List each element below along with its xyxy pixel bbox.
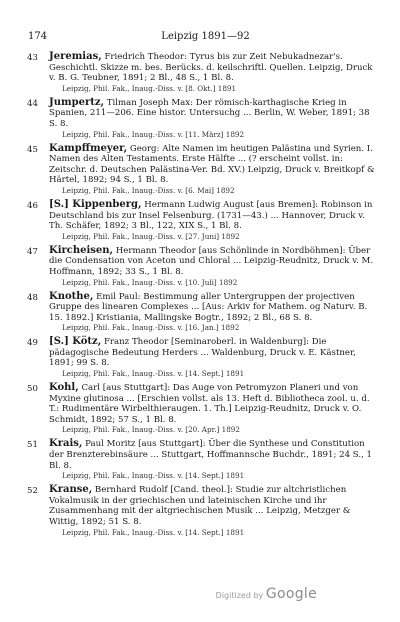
entry-text [49, 52, 379, 84]
entry-number: 43 [27, 53, 38, 63]
entry-text [49, 439, 379, 471]
dissertation-note: Leipzig, Phil. Fak., Inaug.-Diss. v. [14. Sept.] 1891 [62, 471, 245, 481]
entry-description: Friedrich Theodor: Tyrus bis zur Zeit Nebukadnezar's. Geschichtl. Skizze m. bes. Berücks. d. keilschriftl. Quellen. Leipzig, Druck v. B. G. Teubner, 1891; 2 Bl., 48 S., 1 Bl. 8. [49, 52, 373, 84]
author-name: Kranse, [49, 484, 93, 496]
running-title: Leipzig 1891—92 [161, 31, 250, 42]
entry-text [49, 337, 379, 369]
author-name: Kampffmeyer, [49, 142, 128, 154]
page-header [28, 31, 383, 45]
author-name: Jeremias, [49, 51, 102, 62]
author-name: Kohl, [49, 382, 79, 394]
author-name: Krais, [49, 438, 83, 450]
entry-description: Franz Theodor [Seminaroberl. in Waldenburg]: Die pädagogische Bedeutung Herders ... Waldenburg, Druck v. E. Kästner, 1891; 99 S. 8. [49, 337, 356, 369]
author-name: Kircheisen, [49, 244, 114, 256]
entry-list [0, 52, 400, 542]
entry-description: Hermann Ludwig August [aus Bremen]: Robinson in Deutschland bis zur Insel Felsenburg. (1731—43.) ... Hannover, Druck v. Th. Schäfer, 1892; 3 Bl., 122, XIX S., 1 Bl. 8. [49, 199, 373, 232]
entry-text [49, 144, 379, 186]
bibliography-entry [0, 52, 400, 94]
entry-text [49, 246, 379, 278]
dissertation-note: Leipzig, Phil. Fak., Inaug.-Diss. v. [10. Juli] 1892 [62, 277, 238, 287]
entry-number: 44 [27, 98, 38, 109]
entry-text [49, 383, 379, 425]
entry-number: 52 [27, 486, 38, 497]
entry-description: Georg: Alte Namen im heutigen Palästina und Syrien. I. Namen des Alten Testaments. Erste Hälfte ... (? erscheint vollst. in: Zeitschr. d. Deutschen Palästina-Ver. Bd. XV.) Leipzig, Druck v. Breitkopf & Härtel, 1892; 94 S., 1 Bl. 8. [49, 143, 375, 186]
dissertation-note: Leipzig, Phil. Fak., Inaug.-Diss. v. [14. Sept.] 1891 [62, 369, 245, 379]
entry-text [49, 98, 379, 130]
dissertation-note: Leipzig, Phil. Fak., Inaug.-Diss. v. [14. Sept.] 1891 [62, 527, 245, 537]
entry-description: Paul Moritz [aus Stuttgart]: Über die Synthese und Constitution der Brenzterebinsäure ... Stuttgart, Hoffmannsche Buchdr., 1891; 24 S., 1 Bl. 8. [49, 439, 373, 471]
entry-number: 45 [27, 144, 38, 155]
bibliography-entry [0, 98, 400, 140]
entry-number: 47 [27, 246, 38, 257]
bibliography-entry [0, 292, 400, 334]
entry-description: Tilman Joseph Max: Der römisch-karthagische Krieg in Spanien, 211—206. Eine histor. Untersuchg ... Berlin, W. Weber, 1891; 38 S. 8. [49, 97, 370, 129]
author-name: [S.] Kippenberg, [49, 198, 142, 210]
dissertation-note: Leipzig, Phil. Fak., Inaug.-Diss. v. [8. Okt.] 1891 [62, 83, 237, 93]
watermark-prefix: Digitized by [215, 591, 264, 600]
bibliography-entry [0, 246, 400, 288]
dissertation-note: Leipzig, Phil. Fak., Inaug.-Diss. v. [20. Apr.] 1892 [62, 425, 240, 435]
google-logo: Google [265, 586, 317, 602]
dissertation-note: Leipzig, Phil. Fak., Inaug.-Diss. v. [16. Jan.] 1892 [62, 323, 240, 333]
author-name: Jumpertz, [49, 96, 104, 108]
entry-description: Bernhard Rudolf [Cand. theol.]: Studie zur altchristlichen Vokalmusik in der griechischen und lateinischen Kirche und ihr Zusammenhang mit der altgriechischen Musik ... Leipzig, Metzger & Wittig, 1892; 51 S. 8. [49, 485, 351, 527]
entry-number: 50 [27, 384, 38, 395]
entry-text [49, 485, 379, 527]
entry-description: Hermann Theodor [aus Schönlinde in Nordböhmen]: Über die Condensation von Aceton und Chloral ... Leipzig-Reudnitz, Druck v. M. Hoffmann, 1892; 33 S., 1 Bl. 8. [49, 245, 374, 277]
digitized-watermark [216, 586, 317, 602]
bibliography-entry [0, 383, 400, 435]
entry-number: 48 [27, 292, 38, 303]
entry-text [49, 292, 379, 324]
entry-number: 49 [27, 338, 38, 349]
bibliography-entry [0, 439, 400, 481]
author-name: Knothe, [49, 290, 94, 302]
dissertation-note: Leipzig, Phil. Fak., Inaug.-Diss. v. [11. März] 1892 [62, 129, 245, 139]
entry-number: 46 [27, 200, 38, 211]
bibliography-entry [0, 200, 400, 242]
entry-description: Carl [aus Stuttgart]: Das Auge von Petromyzon Planeri und von Myxine glutinosa ... [Erschien vollst. als 13. Heft d. Bibliotheca zool. u. d. T.: Rudimentäre Wirbelthieraugen. 1. Th.] Leipzig-Reudnitz, Druck v. O. Schmidt, 1892; 57 S., 1 Bl. 8. [49, 383, 370, 425]
author-name: [S.] Kötz, [49, 336, 102, 348]
page-number: 174 [28, 31, 48, 42]
entry-text [49, 200, 379, 232]
entry-number: 51 [27, 440, 38, 451]
bibliography-entry [0, 144, 400, 196]
dissertation-note: Leipzig, Phil. Fak., Inaug.-Diss. v. [6. Mai] 1892 [62, 185, 235, 195]
bibliography-entry [0, 337, 400, 379]
bibliography-entry [0, 485, 400, 537]
dissertation-note: Leipzig, Phil. Fak., Inaug.-Diss. v. [27. Juni] 1892 [62, 231, 240, 241]
entry-description: Emil Paul: Bestimmung aller Untergruppen der projectiven Gruppe des linearen Complexes ... [Aus: Arkiv for Mathem. og Naturv. B. 15. 1892.] Kristiania, Mallingske Bogtr., 1892; 2 Bl., 68 S. 8. [49, 291, 368, 323]
